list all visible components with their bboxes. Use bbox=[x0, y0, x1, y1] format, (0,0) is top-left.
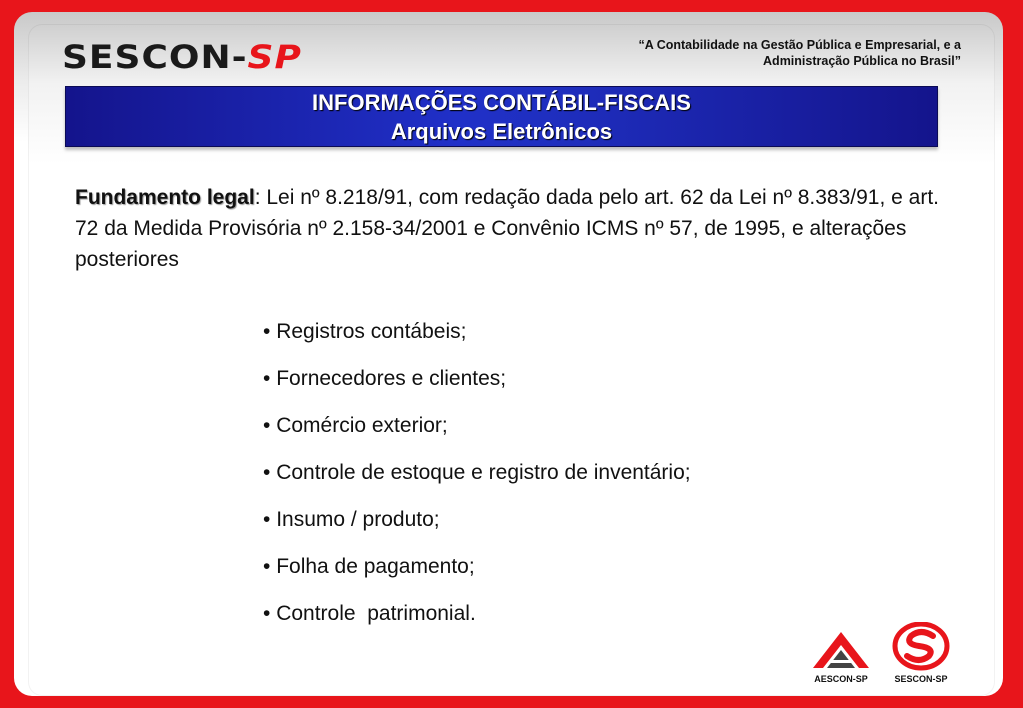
motto bbox=[541, 37, 961, 69]
title-banner bbox=[65, 86, 938, 147]
motto-line-2: Administração Pública no Brasil” bbox=[763, 54, 961, 68]
list-item: • Folha de pagamento; bbox=[263, 552, 691, 599]
legal-basis-paragraph bbox=[75, 182, 955, 275]
aescon-logo bbox=[805, 628, 877, 684]
legal-basis-lead: Fundamento legal bbox=[75, 186, 255, 209]
list-item: • Comércio exterior; bbox=[263, 411, 691, 458]
list-item: • Fornecedores e clientes; bbox=[263, 364, 691, 411]
motto-line-1: “A Contabilidade na Gestão Pública e Empresarial, e a bbox=[638, 38, 961, 52]
sescon-logo: SESCON-SP bbox=[62, 40, 302, 77]
sescon-caption: SESCON-SP bbox=[894, 674, 948, 684]
list-item: • Registros contábeis; bbox=[263, 317, 691, 364]
list-item: • Controle patrimonial. bbox=[263, 599, 691, 646]
file-types-list bbox=[263, 317, 691, 646]
legal-basis-text: : Lei nº 8.218/91, com redação dada pelo art. 62 da Lei nº 8.383/91, e art. 72 da Medida Provisória nº 2.158-34/2001 e Convênio ICMS nº 57, de 1995, e alterações posteriores bbox=[75, 186, 940, 271]
banner-subtitle: Arquivos Eletrônicos bbox=[390, 119, 613, 144]
aescon-caption: AESCON-SP bbox=[814, 674, 868, 684]
banner-title: INFORMAÇÕES CONTÁBIL-FISCAIS bbox=[312, 90, 691, 115]
list-item: • Insumo / produto; bbox=[263, 505, 691, 552]
list-item: • Controle de estoque e registro de inventário; bbox=[263, 458, 691, 505]
sescon-emblem bbox=[885, 622, 957, 684]
